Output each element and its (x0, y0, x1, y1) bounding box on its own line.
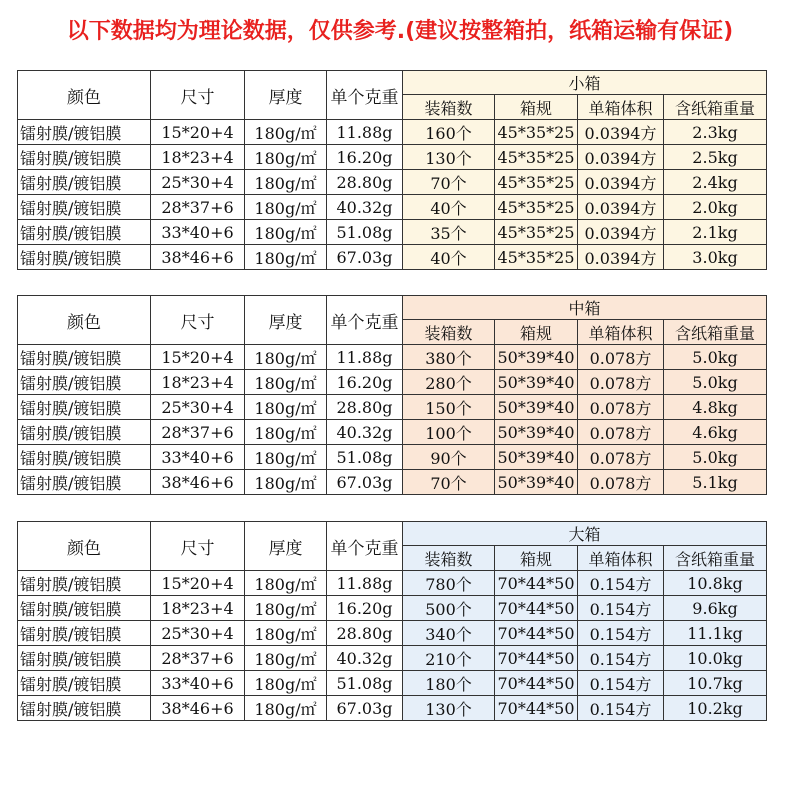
cell-size: 18*23+4 (151, 596, 245, 621)
header-box-name: 小箱 (403, 71, 767, 95)
header-thickness: 厚度 (245, 522, 327, 571)
cell-box-spec: 70*44*50 (495, 646, 578, 671)
cell-volume: 0.154方 (578, 596, 664, 621)
cell-box-spec: 70*44*50 (495, 621, 578, 646)
cell-box-spec: 45*35*25 (495, 245, 578, 270)
cell-gross-weight: 10.0kg (664, 646, 767, 671)
cell-box-spec: 50*39*40 (495, 470, 578, 495)
cell-size: 18*23+4 (151, 145, 245, 170)
cell-box-spec: 45*35*25 (495, 195, 578, 220)
header-weight: 单个克重 (327, 296, 403, 345)
cell-size: 33*40+6 (151, 671, 245, 696)
cell-color: 镭射膜/镀铝膜 (18, 470, 151, 495)
cell-gross-weight: 2.3kg (664, 120, 767, 145)
cell-qty: 380个 (403, 345, 495, 370)
cell-volume: 0.0394方 (578, 170, 664, 195)
cell-size: 18*23+4 (151, 370, 245, 395)
header-color: 颜色 (18, 522, 151, 571)
cell-weight: 16.20g (327, 145, 403, 170)
header-volume: 单箱体积 (578, 320, 664, 345)
page-title: 以下数据均为理论数据，仅供参考.(建议按整箱拍，纸箱运输有保证) (66, 19, 734, 44)
cell-size: 38*46+6 (151, 696, 245, 721)
cell-weight: 11.88g (327, 120, 403, 145)
cell-size: 25*30+4 (151, 395, 245, 420)
table-row (18, 671, 767, 696)
cell-size: 15*20+4 (151, 120, 245, 145)
cell-color: 镭射膜/镀铝膜 (18, 120, 151, 145)
small-box-table (17, 70, 767, 270)
table-row (18, 170, 767, 195)
cell-color: 镭射膜/镀铝膜 (18, 571, 151, 596)
header-color: 颜色 (18, 71, 151, 120)
table-row (18, 145, 767, 170)
cell-gross-weight: 2.0kg (664, 195, 767, 220)
table-row (18, 345, 767, 370)
cell-weight: 11.88g (327, 571, 403, 596)
cell-thickness: 180g/㎡ (245, 696, 327, 721)
cell-gross-weight: 5.0kg (664, 370, 767, 395)
header-box-spec: 箱规 (495, 95, 578, 120)
cell-color: 镭射膜/镀铝膜 (18, 646, 151, 671)
cell-qty: 210个 (403, 646, 495, 671)
header-size: 尺寸 (151, 71, 245, 120)
cell-qty: 180个 (403, 671, 495, 696)
cell-gross-weight: 2.1kg (664, 220, 767, 245)
table-row (18, 621, 767, 646)
cell-qty: 500个 (403, 596, 495, 621)
cell-color: 镭射膜/镀铝膜 (18, 696, 151, 721)
table-row (18, 646, 767, 671)
cell-qty: 40个 (403, 195, 495, 220)
cell-color: 镭射膜/镀铝膜 (18, 596, 151, 621)
header-qty: 装箱数 (403, 320, 495, 345)
table-row (18, 195, 767, 220)
cell-qty: 130个 (403, 145, 495, 170)
table-row (18, 445, 767, 470)
cell-thickness: 180g/㎡ (245, 445, 327, 470)
cell-volume: 0.154方 (578, 571, 664, 596)
header-thickness: 厚度 (245, 71, 327, 120)
header-qty: 装箱数 (403, 546, 495, 571)
header-gross-weight: 含纸箱重量 (664, 95, 767, 120)
header-volume: 单箱体积 (578, 546, 664, 571)
cell-box-spec: 70*44*50 (495, 596, 578, 621)
cell-color: 镭射膜/镀铝膜 (18, 220, 151, 245)
cell-thickness: 180g/㎡ (245, 571, 327, 596)
cell-weight: 67.03g (327, 696, 403, 721)
header-box-spec: 箱规 (495, 320, 578, 345)
cell-gross-weight: 4.8kg (664, 395, 767, 420)
header-box-name: 中箱 (403, 296, 767, 320)
header-size: 尺寸 (151, 522, 245, 571)
cell-qty: 150个 (403, 395, 495, 420)
cell-qty: 100个 (403, 420, 495, 445)
cell-color: 镭射膜/镀铝膜 (18, 445, 151, 470)
cell-volume: 0.078方 (578, 395, 664, 420)
cell-color: 镭射膜/镀铝膜 (18, 420, 151, 445)
cell-thickness: 180g/㎡ (245, 646, 327, 671)
cell-thickness: 180g/㎡ (245, 170, 327, 195)
cell-gross-weight: 9.6kg (664, 596, 767, 621)
cell-volume: 0.0394方 (578, 120, 664, 145)
cell-box-spec: 50*39*40 (495, 345, 578, 370)
table-row (18, 696, 767, 721)
cell-box-spec: 45*35*25 (495, 220, 578, 245)
cell-qty: 70个 (403, 170, 495, 195)
cell-box-spec: 50*39*40 (495, 395, 578, 420)
cell-size: 38*46+6 (151, 470, 245, 495)
cell-weight: 40.32g (327, 420, 403, 445)
cell-size: 28*37+6 (151, 646, 245, 671)
cell-weight: 16.20g (327, 370, 403, 395)
table-row (18, 220, 767, 245)
cell-size: 15*20+4 (151, 571, 245, 596)
cell-volume: 0.154方 (578, 696, 664, 721)
cell-weight: 40.32g (327, 646, 403, 671)
cell-volume: 0.0394方 (578, 195, 664, 220)
cell-thickness: 180g/㎡ (245, 345, 327, 370)
cell-volume: 0.078方 (578, 420, 664, 445)
cell-gross-weight: 5.0kg (664, 345, 767, 370)
cell-size: 25*30+4 (151, 621, 245, 646)
cell-box-spec: 70*44*50 (495, 671, 578, 696)
cell-weight: 67.03g (327, 470, 403, 495)
header-size: 尺寸 (151, 296, 245, 345)
cell-box-spec: 50*39*40 (495, 445, 578, 470)
cell-color: 镭射膜/镀铝膜 (18, 370, 151, 395)
cell-gross-weight: 5.1kg (664, 470, 767, 495)
header-qty: 装箱数 (403, 95, 495, 120)
cell-size: 28*37+6 (151, 195, 245, 220)
cell-thickness: 180g/㎡ (245, 370, 327, 395)
cell-volume: 0.0394方 (578, 220, 664, 245)
medium-box-table (17, 295, 767, 495)
cell-gross-weight: 2.5kg (664, 145, 767, 170)
cell-weight: 51.08g (327, 445, 403, 470)
cell-qty: 340个 (403, 621, 495, 646)
cell-thickness: 180g/㎡ (245, 420, 327, 445)
cell-gross-weight: 10.7kg (664, 671, 767, 696)
cell-size: 15*20+4 (151, 345, 245, 370)
header-volume: 单箱体积 (578, 95, 664, 120)
table-row (18, 395, 767, 420)
table-row (18, 596, 767, 621)
header-gross-weight: 含纸箱重量 (664, 546, 767, 571)
cell-size: 38*46+6 (151, 245, 245, 270)
cell-weight: 16.20g (327, 596, 403, 621)
cell-box-spec: 50*39*40 (495, 420, 578, 445)
cell-color: 镭射膜/镀铝膜 (18, 395, 151, 420)
cell-weight: 51.08g (327, 220, 403, 245)
cell-qty: 90个 (403, 445, 495, 470)
cell-weight: 67.03g (327, 245, 403, 270)
cell-thickness: 180g/㎡ (245, 671, 327, 696)
cell-size: 33*40+6 (151, 220, 245, 245)
cell-gross-weight: 11.1kg (664, 621, 767, 646)
header-weight: 单个克重 (327, 522, 403, 571)
cell-qty: 280个 (403, 370, 495, 395)
cell-gross-weight: 2.4kg (664, 170, 767, 195)
cell-volume: 0.0394方 (578, 145, 664, 170)
cell-weight: 11.88g (327, 345, 403, 370)
cell-weight: 28.80g (327, 170, 403, 195)
cell-qty: 35个 (403, 220, 495, 245)
cell-gross-weight: 5.0kg (664, 445, 767, 470)
header-box-spec: 箱规 (495, 546, 578, 571)
header-color: 颜色 (18, 296, 151, 345)
cell-color: 镭射膜/镀铝膜 (18, 195, 151, 220)
cell-thickness: 180g/㎡ (245, 145, 327, 170)
cell-volume: 0.078方 (578, 470, 664, 495)
large-box-table (17, 521, 767, 721)
cell-color: 镭射膜/镀铝膜 (18, 170, 151, 195)
cell-color: 镭射膜/镀铝膜 (18, 345, 151, 370)
table-row (18, 245, 767, 270)
cell-color: 镭射膜/镀铝膜 (18, 621, 151, 646)
table-row (18, 470, 767, 495)
cell-weight: 51.08g (327, 671, 403, 696)
cell-gross-weight: 4.6kg (664, 420, 767, 445)
cell-gross-weight: 3.0kg (664, 245, 767, 270)
table-row (18, 370, 767, 395)
cell-thickness: 180g/㎡ (245, 220, 327, 245)
cell-qty: 160个 (403, 120, 495, 145)
cell-volume: 0.154方 (578, 646, 664, 671)
header-box-name: 大箱 (403, 522, 767, 546)
cell-weight: 28.80g (327, 621, 403, 646)
cell-size: 33*40+6 (151, 445, 245, 470)
cell-box-spec: 45*35*25 (495, 145, 578, 170)
cell-volume: 0.078方 (578, 345, 664, 370)
cell-volume: 0.078方 (578, 370, 664, 395)
cell-color: 镭射膜/镀铝膜 (18, 671, 151, 696)
cell-qty: 130个 (403, 696, 495, 721)
cell-box-spec: 50*39*40 (495, 370, 578, 395)
cell-gross-weight: 10.2kg (664, 696, 767, 721)
cell-thickness: 180g/㎡ (245, 245, 327, 270)
cell-color: 镭射膜/镀铝膜 (18, 245, 151, 270)
cell-weight: 40.32g (327, 195, 403, 220)
cell-thickness: 180g/㎡ (245, 195, 327, 220)
cell-thickness: 180g/㎡ (245, 596, 327, 621)
cell-box-spec: 45*35*25 (495, 170, 578, 195)
table-row (18, 420, 767, 445)
cell-weight: 28.80g (327, 395, 403, 420)
cell-box-spec: 45*35*25 (495, 120, 578, 145)
cell-thickness: 180g/㎡ (245, 395, 327, 420)
header-thickness: 厚度 (245, 296, 327, 345)
cell-qty: 780个 (403, 571, 495, 596)
cell-thickness: 180g/㎡ (245, 621, 327, 646)
cell-gross-weight: 10.8kg (664, 571, 767, 596)
cell-volume: 0.154方 (578, 621, 664, 646)
cell-volume: 0.0394方 (578, 245, 664, 270)
cell-thickness: 180g/㎡ (245, 120, 327, 145)
cell-qty: 70个 (403, 470, 495, 495)
cell-volume: 0.078方 (578, 445, 664, 470)
cell-box-spec: 70*44*50 (495, 571, 578, 596)
table-row (18, 571, 767, 596)
table-row (18, 120, 767, 145)
cell-thickness: 180g/㎡ (245, 470, 327, 495)
cell-volume: 0.154方 (578, 671, 664, 696)
cell-size: 25*30+4 (151, 170, 245, 195)
header-weight: 单个克重 (327, 71, 403, 120)
cell-color: 镭射膜/镀铝膜 (18, 145, 151, 170)
cell-box-spec: 70*44*50 (495, 696, 578, 721)
header-gross-weight: 含纸箱重量 (664, 320, 767, 345)
cell-size: 28*37+6 (151, 420, 245, 445)
cell-qty: 40个 (403, 245, 495, 270)
